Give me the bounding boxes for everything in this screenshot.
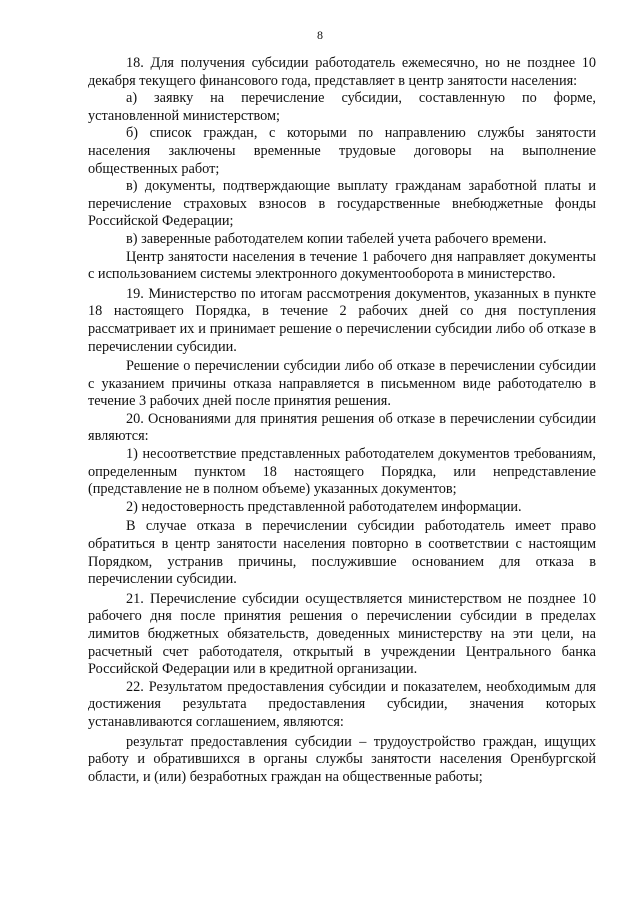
paragraph-18-v: в) документы, подтверждающие выплату гражданам заработной платы и перечисление страховых взносов в государственные внебюджетные фонды Российской Федерации; xyxy=(88,178,596,230)
paragraph-19: 19. Министерство по итогам рассмотрения документов, указанных в пункте 18 настоящего Порядка, в течение 2 рабочих дней со дня поступления рассматривает их и принимает решение о перечислении субсидии либо об отказе в перечислении субсидии. xyxy=(88,285,596,355)
paragraph-20-1: 1) несоответствие представленных работодателем документов требованиям, определенным пунктом 18 настоящего Порядка, или непредставление (представление не в полном объеме) указанных документов; xyxy=(88,446,596,498)
paragraph-center-sends: Центр занятости населения в течение 1 рабочего дня направляет документы с использованием системы электронного документооборота в министерство. xyxy=(88,248,596,283)
paragraph-18-a: а) заявку на перечисление субсидии, составленную по форме, установленной министерством; xyxy=(88,90,596,124)
paragraph-20: 20. Основаниями для принятия решения об отказе в перечислении субсидии являются: xyxy=(88,410,596,445)
paragraph-18-b: б) список граждан, с которыми по направлению службы занятости населения заключены временные трудовые договоры на выполнение общественных работ; xyxy=(88,125,596,177)
paragraph-20-refusal: В случае отказа в перечислении субсидии работодатель имеет право обратиться в центр занятости населения повторно в соответствии с настоящим Порядком, устранив причины, послужившие основанием для отказа в перечислении субсидии. xyxy=(88,518,596,588)
paragraph-18: 18. Для получения субсидии работодатель ежемесячно, но не позднее 10 декабря текущего финансового года, представляет в центр занятости населения: xyxy=(88,55,596,89)
page-number: 8 xyxy=(317,28,323,42)
paragraph-21: 21. Перечисление субсидии осуществляется министерством не позднее 10 рабочего дня после принятия решения о перечислении субсидии в пределах лимитов бюджетных обязательств, доведенных министерству на эти цели, на расчетный счет работодателя, открытый в учреждении Центрального банка Российской Федерации или в кредитной организации. xyxy=(88,590,596,678)
document-body xyxy=(88,55,596,786)
paragraph-18-v2: в) заверенные работодателем копии табелей учета рабочего времени. xyxy=(126,230,547,247)
paragraph-22: 22. Результатом предоставления субсидии и показателем, необходимым для достижения результата предоставления субсидии, значения которых устанавливаются соглашением, являются: xyxy=(88,678,596,730)
paragraph-22-result: результат предоставления субсидии – трудоустройство граждан, ищущих работу и обратившихся в органы службы занятости населения Оренбургской области, и (или) безработных граждан на общественные работы; xyxy=(88,733,596,785)
paragraph-20-2: 2) недостоверность представленной работодателем информации. xyxy=(126,498,522,515)
paragraph-19-decision: Решение о перечислении субсидии либо об отказе в перечислении субсидии с указанием причины отказа направляется в письменном виде работодателю в течение 3 рабочих дней после принятия решения. xyxy=(88,358,596,410)
